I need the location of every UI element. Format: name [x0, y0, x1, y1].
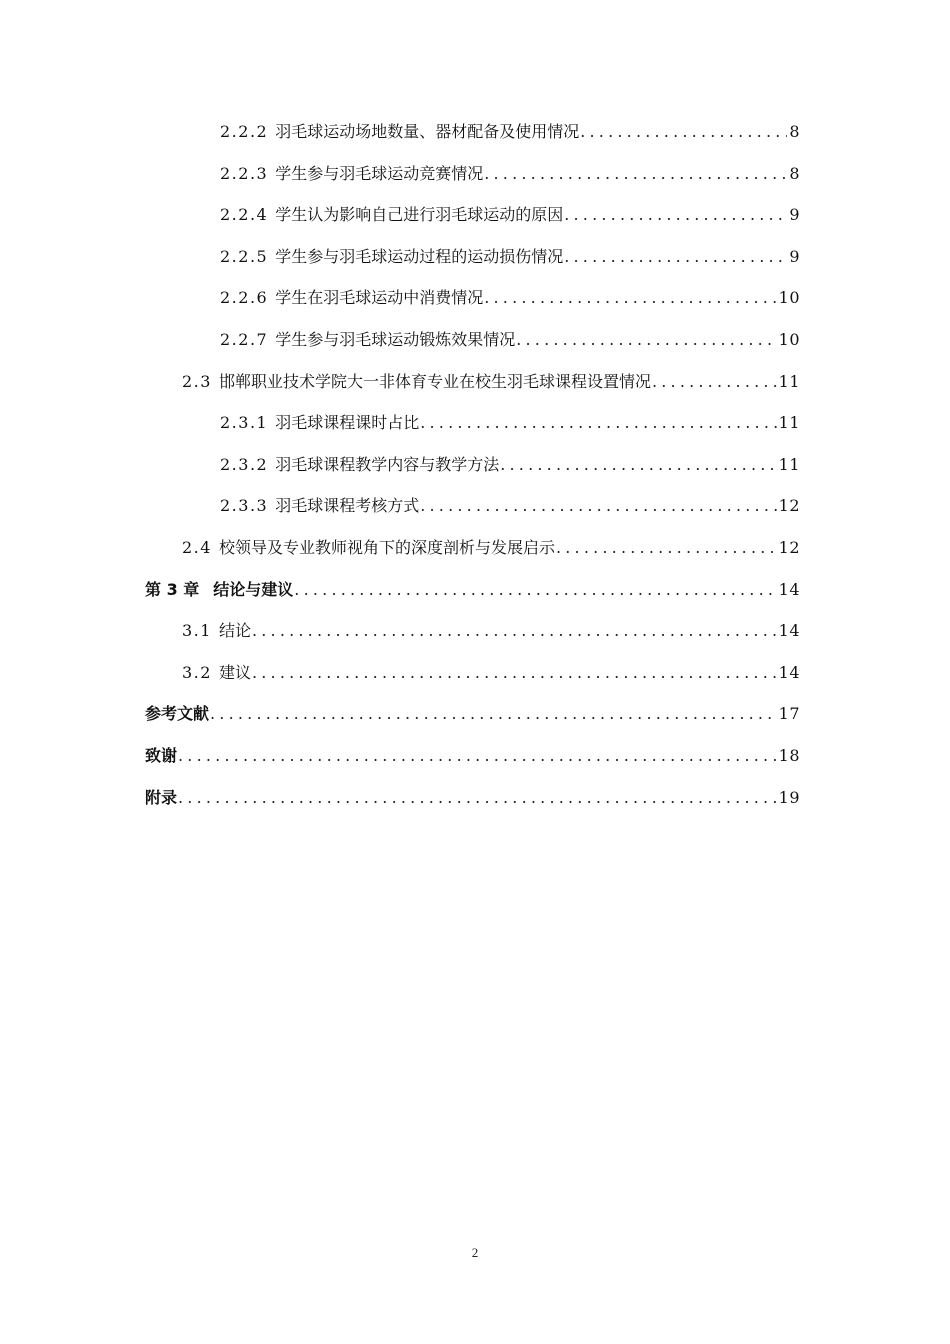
- toc-entry-title: 致谢: [145, 745, 178, 765]
- toc-entry-number: 第 3 章: [145, 579, 200, 599]
- toc-dot-leader: [564, 236, 787, 278]
- toc-dot-leader: [652, 361, 777, 403]
- toc-entry-page: 11: [778, 454, 800, 474]
- toc-entry-number: 2.2.5: [220, 246, 269, 266]
- toc-entry-page: 14: [778, 621, 800, 641]
- toc-dot-leader: [294, 569, 776, 611]
- toc-entry-title: 学生参与羽毛球运动过程的运动损伤情况: [275, 246, 564, 266]
- toc-entry-page: 11: [778, 413, 800, 433]
- toc-entry-title: 建议: [218, 662, 251, 682]
- toc-entry-title: 校领导及专业教师视角下的深度剖析与发展启示: [218, 537, 555, 557]
- toc-entry-page: 14: [778, 662, 800, 682]
- toc-entry-3-1[interactable]: [145, 610, 800, 652]
- toc-dot-leader: [178, 735, 777, 777]
- toc-dot-leader: [580, 111, 787, 153]
- toc-entry-title: 学生参与羽毛球运动锻炼效果情况: [275, 329, 516, 349]
- toc-entry-title: 结论: [218, 621, 251, 641]
- toc-entry-number: 2.2.2: [220, 122, 269, 141]
- toc-entry-2-2-2[interactable]: [145, 111, 800, 153]
- toc-entry-title: 参考文献: [145, 704, 210, 724]
- toc-entry-number: 2.2.3: [220, 163, 269, 183]
- toc-dot-leader: [420, 402, 776, 444]
- table-of-contents: [145, 111, 800, 818]
- toc-dot-leader: [564, 194, 787, 236]
- toc-entry-2-2-5[interactable]: [145, 236, 800, 278]
- toc-entry-title: 羽毛球运动场地数量、器材配备及使用情况: [275, 122, 580, 141]
- toc-entry-title: 学生在羽毛球运动中消费情况: [275, 288, 484, 308]
- toc-entry-number: 2.2.6: [220, 288, 269, 308]
- toc-dot-leader: [210, 693, 777, 735]
- toc-entry-page: 12: [778, 537, 800, 557]
- toc-entry-2-3[interactable]: [145, 361, 800, 403]
- toc-entry-2-2-3[interactable]: [145, 153, 800, 195]
- toc-entry-title: 附录: [145, 787, 178, 807]
- toc-dot-leader: [500, 444, 776, 486]
- toc-entry-acknowledgements[interactable]: [145, 735, 800, 777]
- toc-entry-2-2-7[interactable]: [145, 319, 800, 361]
- toc-entry-title: 羽毛球课程课时占比: [275, 413, 420, 433]
- toc-entry-number: 2.2.4: [220, 205, 269, 225]
- toc-entry-title: 学生认为影响自己进行羽毛球运动的原因: [275, 205, 564, 225]
- toc-entry-2-3-3[interactable]: [145, 485, 800, 527]
- toc-entry-2-3-1[interactable]: [145, 402, 800, 444]
- toc-entry-page: 9: [789, 205, 800, 225]
- toc-entry-number: 2.3.2: [220, 454, 269, 474]
- toc-dot-leader: [484, 153, 787, 195]
- toc-entry-page: 10: [778, 288, 800, 308]
- toc-dot-leader: [178, 777, 777, 819]
- toc-entry-number: 2.3.3: [220, 496, 269, 516]
- toc-entry-number: 2.2.7: [220, 329, 269, 349]
- toc-entry-2-2-4[interactable]: [145, 194, 800, 236]
- toc-entry-title: 结论与建议: [213, 579, 294, 599]
- toc-entry-title: 邯郸职业技术学院大一非体育专业在校生羽毛球课程设置情况: [218, 371, 651, 391]
- toc-entry-2-2-6[interactable]: [145, 277, 800, 319]
- toc-entry-page: 9: [789, 246, 800, 266]
- toc-entry-page: 14: [778, 579, 800, 599]
- toc-entry-title: 学生参与羽毛球运动竞赛情况: [275, 163, 484, 183]
- toc-entry-appendix[interactable]: [145, 777, 800, 819]
- toc-entry-number: 2.3.1: [220, 413, 269, 433]
- toc-entry-references[interactable]: [145, 693, 800, 735]
- toc-entry-page: 18: [778, 745, 800, 765]
- toc-entry-number: 3.2: [182, 662, 212, 682]
- toc-entry-title: 羽毛球课程考核方式: [275, 496, 420, 516]
- toc-entry-number: 3.1: [182, 621, 212, 641]
- toc-entry-page: 11: [778, 371, 800, 391]
- toc-entry-2-4[interactable]: [145, 527, 800, 569]
- toc-dot-leader: [516, 319, 776, 361]
- toc-entry-page: 8: [789, 163, 800, 183]
- toc-entry-chapter-3[interactable]: [145, 569, 800, 611]
- toc-dot-leader: [252, 652, 777, 694]
- toc-entry-3-2[interactable]: [145, 652, 800, 694]
- toc-entry-page: 17: [778, 704, 800, 724]
- toc-entry-number: 2.3: [182, 371, 212, 391]
- toc-dot-leader: [252, 610, 777, 652]
- toc-entry-page: 12: [778, 496, 800, 516]
- toc-entry-number: 2.4: [182, 537, 212, 557]
- toc-dot-leader: [556, 527, 777, 569]
- toc-entry-page: 19: [778, 787, 800, 807]
- toc-dot-leader: [484, 277, 776, 319]
- toc-entry-page: 8: [789, 122, 800, 141]
- toc-entry-page: 10: [778, 329, 800, 349]
- page-number: 2: [471, 1245, 479, 1260]
- toc-dot-leader: [420, 485, 776, 527]
- toc-entry-title: 羽毛球课程教学内容与教学方法: [275, 454, 500, 474]
- toc-entry-2-3-2[interactable]: [145, 444, 800, 486]
